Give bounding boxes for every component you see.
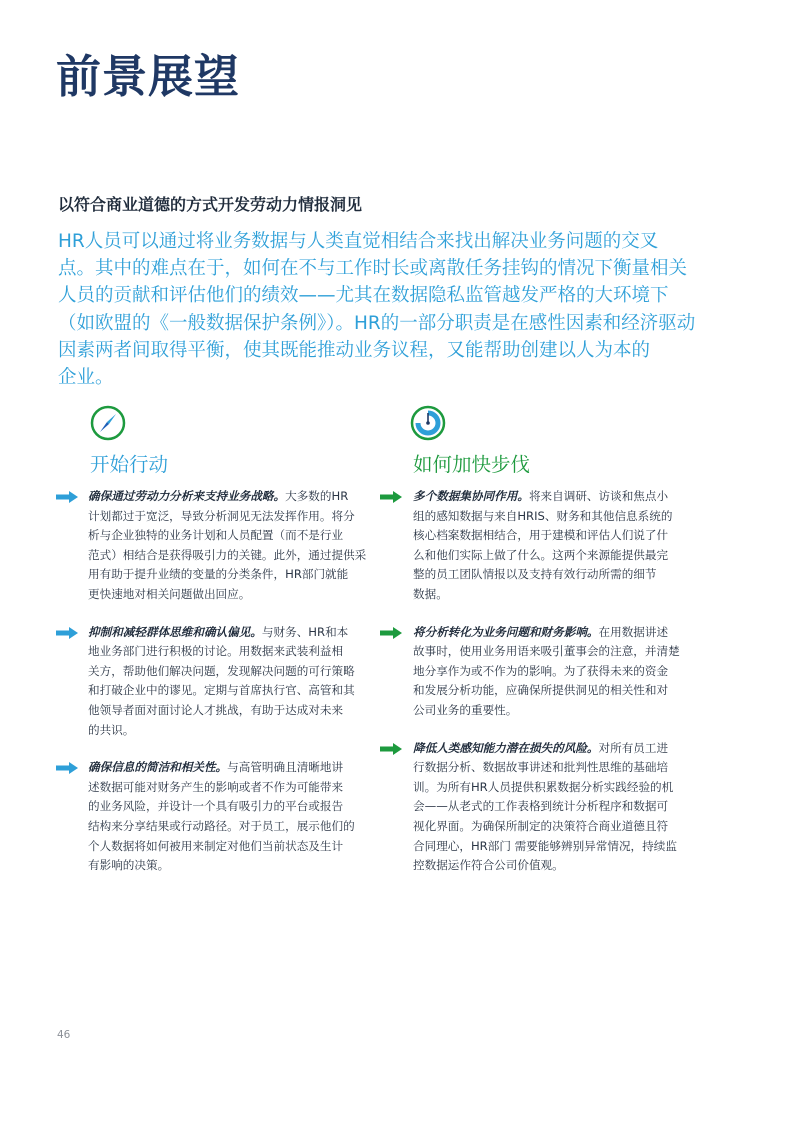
item-text: 和发展分析功能，应确保所提供洞见的相关性和对 [413, 683, 669, 698]
intro-line: HR人员可以通过将业务数据与人类直觉相结合来找出解决业务问题的交叉 [58, 231, 659, 252]
item-line [88, 856, 356, 876]
item-text: 么和他们实际上做了什么。这两个来源能提供最完 [413, 547, 669, 562]
item-line [88, 565, 356, 585]
item-text: 大多数的HR [285, 489, 349, 503]
item-text: 地业务部门进行积极的讨论。用数据来武装利益相 [88, 644, 344, 659]
item-text: 会——从老式的工作表格到统计分析程序和数据可 [413, 799, 669, 814]
item-text: 他领导者面对面讨论人才挑战，有助于达成对未来 [88, 702, 344, 717]
item-line [413, 797, 680, 817]
item-text: 与财务、HR和本 [261, 624, 349, 639]
item-line [88, 585, 356, 605]
item-line [413, 623, 680, 643]
arrow-right-icon [56, 491, 78, 503]
item-text: 述数据可能对财务产生的影响或者不作为可能带来 [88, 779, 344, 794]
item-text: 数据。 [413, 586, 448, 601]
item-line [88, 701, 356, 721]
item-line [413, 642, 680, 662]
item-line [88, 526, 356, 546]
item-text: 核心档案数据相结合，用于建模和评估人们说了什 [413, 528, 669, 543]
item-text: 组的感知数据与来自HRIS、财务和其他信息系统的 [413, 508, 673, 523]
item-text: 和打破企业中的谬见。定期与首席执行官、高管和其 [88, 683, 355, 698]
item-text: 地分享作为或不作为的影响。为了获得未来的资金 [413, 663, 669, 678]
item-line [413, 758, 680, 778]
intro-line: 因素两者间取得平衡，使其既能推动业务议程，又能帮助创建以人为本的 [58, 339, 651, 361]
item-text: 有影响的决策。 [88, 858, 170, 873]
item-text: 结构来分享结果或行动路径。对于员工，展示他们的 [88, 818, 355, 833]
intro-line: 人员的贡献和评估他们的绩效——尤其在数据隐私监管越发严格的大环境下 [58, 285, 669, 307]
item-text: 在用数据讲述 [598, 624, 669, 639]
bullet-item [380, 623, 680, 721]
item-line [413, 701, 680, 721]
item-line [88, 507, 356, 527]
item-line [413, 662, 680, 682]
item-text: 更快速地对相关问题做出回应。 [88, 586, 251, 601]
item-text: 对所有员工进 [598, 740, 669, 755]
item-lead: 降低人类感知能力潜在损失的风险。 [413, 740, 599, 755]
item-line [88, 837, 356, 857]
arrow-right-icon [380, 491, 402, 503]
item-line [88, 662, 356, 682]
item-text: 控数据运作符合公司价值观。 [413, 858, 564, 873]
item-line [88, 778, 356, 798]
item-line [88, 487, 356, 507]
item-text: 公司业务的重要性。 [413, 702, 518, 717]
item-line [88, 758, 356, 778]
item-text: 视化界面。为确保所制定的决策符合商业道德且符 [413, 818, 669, 833]
column-heading: 开始行动 [90, 453, 169, 476]
column-heading: 如何加快步伐 [413, 453, 531, 476]
item-line [413, 778, 680, 798]
item-line [88, 721, 356, 741]
item-line [413, 856, 680, 876]
item-text: 范式）相结合是获得吸引力的关键。此外，通过提供采 [88, 547, 367, 562]
item-line [413, 817, 680, 837]
item-line [413, 681, 680, 701]
item-line [413, 507, 680, 527]
intro-line: 点。其中的难点在于，如何在不与工作时长或离散任务挂钩的情况下衡量相关 [58, 258, 688, 280]
item-lead: 多个数据集协同作用。 [413, 489, 529, 503]
item-text: 将来自调研、访谈和焦点小 [528, 489, 669, 503]
item-text: 与高管明确且清晰地讲 [227, 760, 344, 775]
item-text: 的共识。 [88, 722, 135, 737]
bullet-item [380, 739, 680, 876]
item-lead: 将分析转化为业务问题和财务影响。 [413, 624, 599, 639]
item-line [88, 817, 356, 837]
item-line [88, 623, 356, 643]
item-text: 个人数据将如何被用来制定对他们当前状态及生计 [88, 838, 344, 853]
item-lead: 确保信息的简洁和相关性。 [88, 760, 228, 775]
item-line [88, 681, 356, 701]
item-text: 故事时，使用业务用语来吸引董事会的注意，并清楚 [413, 644, 680, 659]
arrow-right-icon [56, 627, 78, 639]
bullet-item [56, 758, 356, 876]
right-items [380, 487, 680, 894]
item-line [88, 642, 356, 662]
item-text: 整的员工团队情报以及支持有效行动所需的细节 [413, 567, 657, 582]
item-line [413, 526, 680, 546]
item-line [413, 585, 680, 605]
item-line [413, 546, 680, 566]
item-line [413, 487, 680, 507]
item-text: 用有助于提升业绩的变量的分类条件，HR部门就能 [88, 567, 349, 582]
item-text: 合同理心，HR部门 需要能够辨别异常情况，持续监 [413, 838, 677, 853]
item-line [413, 837, 680, 857]
section-subheading: 以符合商业道德的方式开发劳动力情报洞见 [58, 195, 363, 214]
arrow-right-icon [380, 627, 402, 639]
item-line [413, 565, 680, 585]
item-text: 析与企业独特的业务计划和人员配置（而不是行业 [88, 528, 344, 543]
page-number: 46 [57, 1029, 71, 1041]
bullet-item [56, 623, 356, 741]
page-title: 前景展望 [56, 50, 241, 103]
stopwatch-icon [410, 405, 446, 441]
intro-line: （如欧盟的《一般数据保护条例》）。HR的一部分职责是在感性因素和经济驱动 [58, 312, 696, 334]
bullet-item [56, 487, 367, 605]
compass-icon [90, 405, 126, 441]
item-lead: 确保通过劳动力分析来支持业务战略。 [88, 489, 286, 503]
item-text: 行数据分析、数据故事讲述和批判性思维的基础培 [413, 760, 669, 775]
item-lead: 抑制和减轻群体思维和确认偏见。 [88, 624, 262, 639]
item-line [88, 546, 367, 566]
arrow-right-icon [56, 762, 78, 774]
item-text: 关方，帮助他们解决问题，发现解决问题的可行策略 [88, 663, 355, 678]
left-items [56, 487, 367, 894]
intro-line: 企业。 [58, 367, 114, 389]
intro-paragraph [58, 228, 695, 391]
item-line [413, 739, 680, 759]
item-text: 的业务风险，并设计一个具有吸引力的平台或报告 [88, 799, 344, 814]
item-line [88, 797, 356, 817]
arrow-right-icon [380, 743, 402, 755]
item-text: 计划都过于宽泛，导致分析洞见无法发挥作用。将分 [88, 508, 355, 523]
bullet-item [380, 487, 680, 605]
item-text: 训。为所有HR人员提供积累数据分析实践经验的机 [413, 779, 674, 794]
